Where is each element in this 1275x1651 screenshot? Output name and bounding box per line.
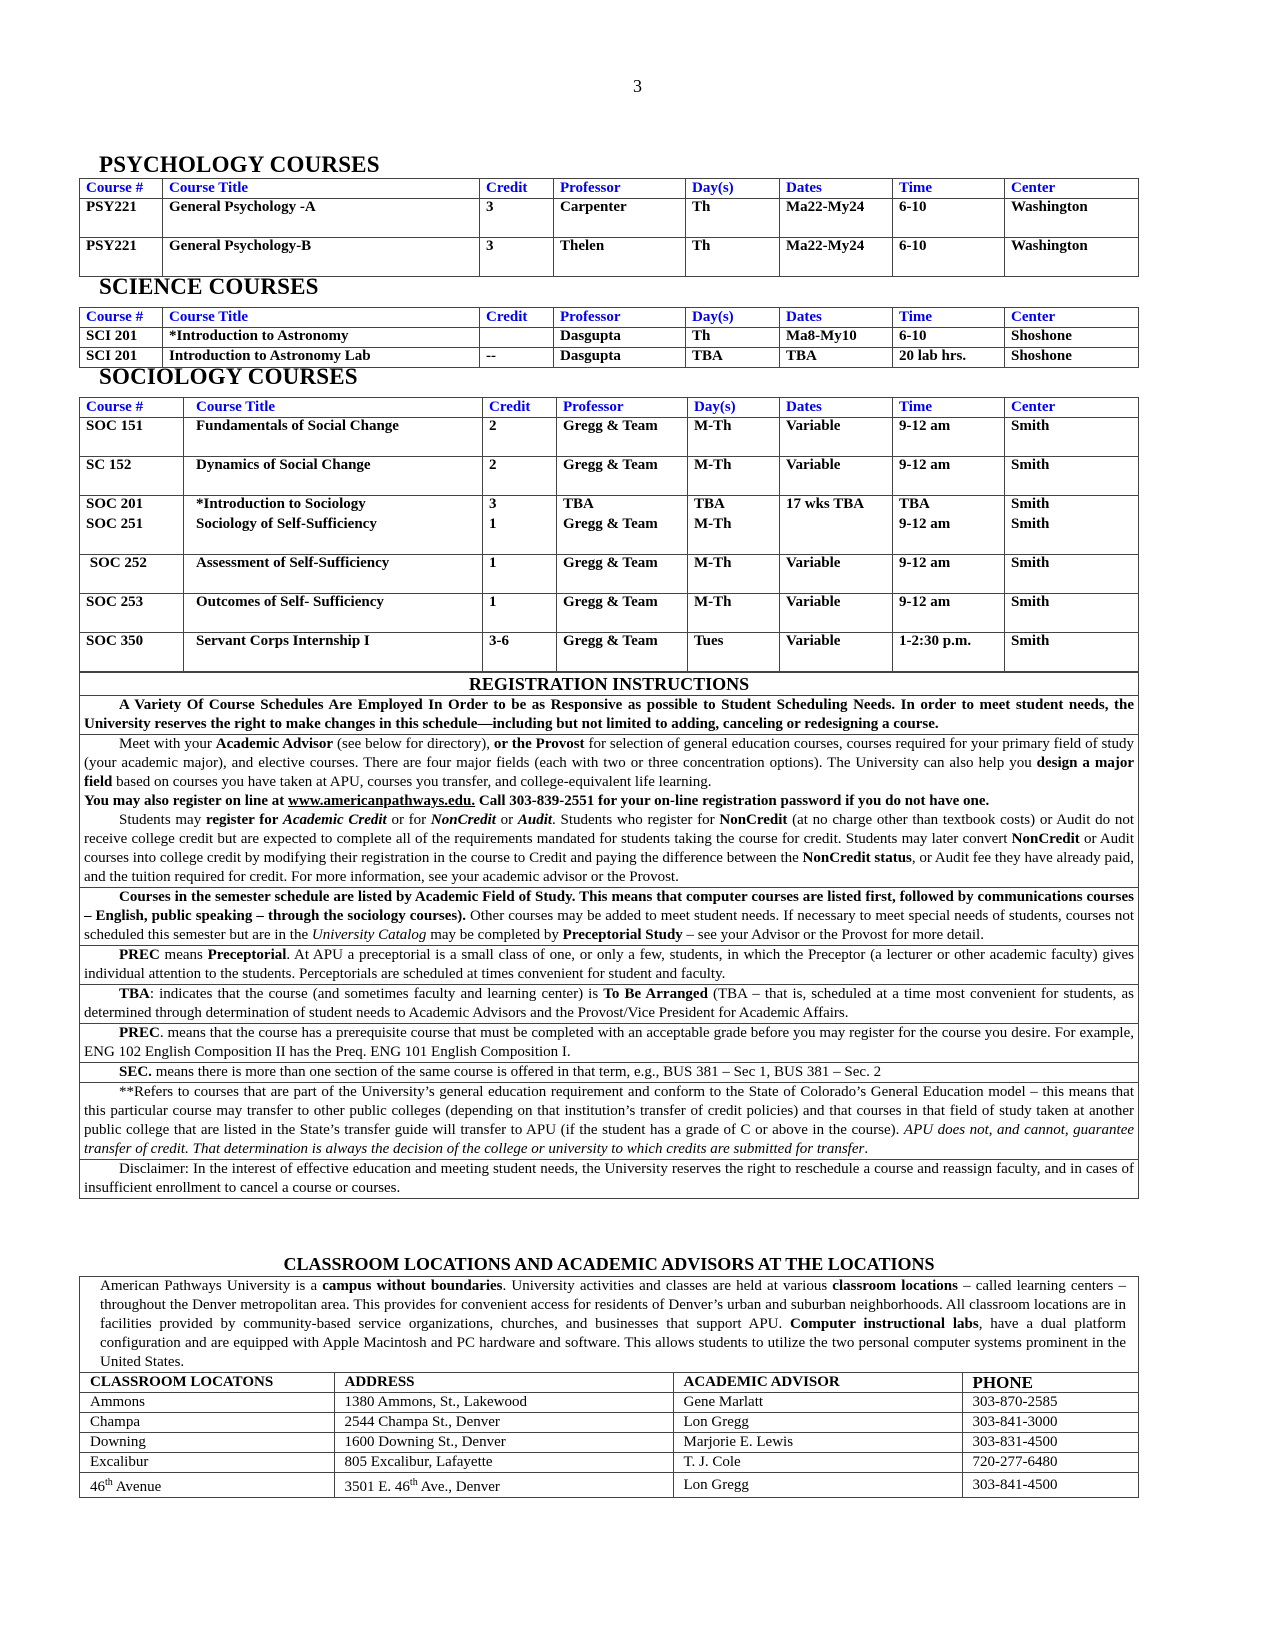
cell-course-title: *Introduction to Sociology — [184, 496, 483, 516]
cell-time: 9-12 am — [893, 418, 1005, 457]
cell-center: Smith — [1005, 516, 1139, 555]
col-header: Dates — [780, 179, 893, 199]
cell-location: Downing — [80, 1433, 334, 1453]
cell-phone: 303-841-4500 — [962, 1473, 1138, 1498]
table-row — [80, 516, 1139, 555]
cell-course-title: Outcomes of Self- Sufficiency — [184, 594, 483, 633]
paragraph-sec — [80, 1063, 1138, 1083]
col-header: Center — [1005, 308, 1139, 328]
cell-time: 9-12 am — [893, 516, 1005, 555]
col-header: Professor — [554, 179, 686, 199]
cell-course-number: PSY221 — [80, 199, 163, 238]
cell-center: Shoshone — [1005, 328, 1139, 348]
cell-address: 1380 Ammons, St., Lakewood — [334, 1393, 673, 1413]
cell-location: Champa — [80, 1413, 334, 1433]
col-header: Professor — [554, 308, 686, 328]
cell-professor: Gregg & Team — [557, 555, 688, 594]
cell-course-title: Sociology of Self-Sufficiency — [184, 516, 483, 555]
table-row — [80, 1433, 1138, 1453]
cell-dates: TBA — [780, 348, 893, 368]
table-header-row — [80, 1373, 1138, 1393]
cell-course-number: SOC 251 — [80, 516, 184, 555]
cell-credit: -- — [480, 348, 554, 368]
cell-days: Th — [686, 199, 780, 238]
cell-days: M-Th — [688, 516, 780, 555]
psychology-course-table — [79, 178, 1139, 277]
col-header: Course # — [80, 398, 184, 418]
cell-center: Smith — [1005, 555, 1139, 594]
cell-center: Washington — [1005, 199, 1139, 238]
cell-days: M-Th — [688, 555, 780, 594]
cell-days: TBA — [686, 348, 780, 368]
col-header: Dates — [780, 308, 893, 328]
cell-course-number: PSY221 — [80, 238, 163, 277]
col-header: Day(s) — [686, 308, 780, 328]
cell-credit: 2 — [483, 457, 557, 496]
cell-time: 20 lab hrs. — [893, 348, 1005, 368]
cell-advisor: Lon Gregg — [673, 1413, 962, 1433]
refers-text: **Refers to courses that are part of the University’s general education requirement and conform to the State of Colorado’s General Education model – this means that this particular course may transfer to other public colleges (depending on that institution’s transfer of credit policies) and that courses in that field of study taken at another public college that are listed in the State’s transfer guide will transfer to APU (if the student has a grade of C or above in the course). APU does not, and cannot, guarantee transfer of credit. That determination is always the decision of the college or university to which credits are submitted for transfer. — [84, 1084, 1135, 1157]
col-header: PHONE — [962, 1373, 1138, 1393]
paragraph-refers — [80, 1083, 1138, 1160]
tba-text: TBA: indicates that the course (and sometimes faculty and learning center) is To Be Arranged (TBA – that is, scheduled at a time most convenient for students, as determined through determination of student needs to Academic Advisors and the Provost/Vice President for Academic Affairs. — [84, 986, 1135, 1021]
cell-credit: 2 — [483, 418, 557, 457]
registration-title: REGISTRATION INSTRUCTIONS — [80, 673, 1138, 696]
cell-time: TBA — [893, 496, 1005, 516]
col-header: Center — [1005, 179, 1139, 199]
cell-time: 6-10 — [893, 199, 1005, 238]
cell-time: 9-12 am — [893, 457, 1005, 496]
cell-address: 1600 Downing St., Denver — [334, 1433, 673, 1453]
website-link[interactable]: www.americanpathways.edu. — [288, 793, 476, 809]
cell-dates — [780, 516, 893, 555]
sec-text: SEC. means there is more than one section of the same course is offered in that term, e.g., BUS 381 – Sec 1, BUS 381 – Sec. 2 — [119, 1064, 882, 1080]
col-header: Time — [893, 398, 1005, 418]
col-header: Time — [893, 179, 1005, 199]
col-header: Course Title — [163, 308, 480, 328]
cell-center: Smith — [1005, 633, 1139, 672]
paragraph-prec-definition — [80, 946, 1138, 985]
cell-center: Smith — [1005, 496, 1139, 516]
cell-professor: Gregg & Team — [557, 633, 688, 672]
cell-course-title: Dynamics of Social Change — [184, 457, 483, 496]
col-header: Course # — [80, 308, 163, 328]
cell-address: 3501 E. 46th Ave., Denver — [334, 1473, 673, 1498]
cell-professor: Gregg & Team — [557, 418, 688, 457]
table-row — [80, 1393, 1138, 1413]
cell-time: 6-10 — [893, 328, 1005, 348]
cell-course-number: SOC 151 — [80, 418, 184, 457]
cell-course-title: General Psychology-B — [163, 238, 480, 277]
cell-dates: Ma22-My24 — [780, 238, 893, 277]
table-row — [80, 594, 1139, 633]
cell-phone: 303-831-4500 — [962, 1433, 1138, 1453]
table-header-row — [80, 398, 1139, 418]
cell-professor: Gregg & Team — [557, 457, 688, 496]
locations-table — [80, 1372, 1138, 1497]
cell-time: 1-2:30 p.m. — [893, 633, 1005, 672]
paragraph-prerequisite — [80, 1024, 1138, 1063]
cell-course-title: Assessment of Self-Sufficiency — [184, 555, 483, 594]
table-row — [80, 457, 1139, 496]
col-header: Day(s) — [686, 179, 780, 199]
cell-dates: Variable — [780, 594, 893, 633]
cell-course-number: SOC 253 — [80, 594, 184, 633]
table-row — [80, 1453, 1138, 1473]
cell-advisor: Gene Marlatt — [673, 1393, 962, 1413]
cell-course-number: SOC 252 — [80, 555, 184, 594]
cell-days: Tues — [688, 633, 780, 672]
section-title-sociology: SOCIOLOGY COURSES — [99, 364, 358, 389]
section-title-psychology: PSYCHOLOGY COURSES — [99, 152, 380, 177]
cell-days: M-Th — [688, 594, 780, 633]
cell-time: 9-12 am — [893, 555, 1005, 594]
cell-dates: Variable — [780, 633, 893, 672]
cell-credit — [480, 328, 554, 348]
cell-phone: 720-277-6480 — [962, 1453, 1138, 1473]
cell-credit: 3-6 — [483, 633, 557, 672]
cell-days: TBA — [688, 496, 780, 516]
col-header: Course Title — [163, 179, 480, 199]
page-number: 3 — [633, 76, 642, 96]
col-header: CLASSROOM LOCATONS — [80, 1373, 334, 1393]
cell-dates: Variable — [780, 555, 893, 594]
cell-days: Th — [686, 238, 780, 277]
cell-course-title: Servant Corps Internship I — [184, 633, 483, 672]
table-row — [80, 496, 1139, 516]
cell-address: 805 Excalibur, Lafayette — [334, 1453, 673, 1473]
cell-course-title: *Introduction to Astronomy — [163, 328, 480, 348]
cell-course-number: SC 152 — [80, 457, 184, 496]
cell-center: Smith — [1005, 594, 1139, 633]
cell-course-number: SOC 350 — [80, 633, 184, 672]
cell-location: Excalibur — [80, 1453, 334, 1473]
table-header-row — [80, 179, 1139, 199]
classroom-title: CLASSROOM LOCATIONS AND ACADEMIC ADVISORS AT THE LOCATIONS — [283, 1254, 935, 1274]
paragraph-registration — [80, 735, 1138, 888]
table-row — [80, 555, 1139, 594]
cell-professor: Thelen — [554, 238, 686, 277]
cell-advisor: Marjorie E. Lewis — [673, 1433, 962, 1453]
col-header: Professor — [557, 398, 688, 418]
paragraph-tba — [80, 985, 1138, 1024]
table-row — [80, 199, 1139, 238]
col-header: Day(s) — [688, 398, 780, 418]
classroom-locations-box — [79, 1276, 1139, 1498]
table-row — [80, 633, 1139, 672]
col-header: Credit — [480, 179, 554, 199]
col-header: Course Title — [184, 398, 483, 418]
cell-location: 46th Avenue — [80, 1473, 334, 1498]
col-header: ADDRESS — [334, 1373, 673, 1393]
cell-professor: Dasgupta — [554, 328, 686, 348]
col-header: Credit — [480, 308, 554, 328]
cell-course-title: General Psychology -A — [163, 199, 480, 238]
col-header: Dates — [780, 398, 893, 418]
section-title-science: SCIENCE COURSES — [99, 274, 319, 299]
table-row — [80, 1473, 1138, 1498]
table-row — [80, 238, 1139, 277]
col-header: ACADEMIC ADVISOR — [673, 1373, 962, 1393]
cell-time: 9-12 am — [893, 594, 1005, 633]
science-course-table — [79, 307, 1139, 368]
cell-days: M-Th — [688, 418, 780, 457]
cell-time: 6-10 — [893, 238, 1005, 277]
online-registration-text: You may also register on line at www.americanpathways.edu. Call 303-839-2551 for your on-line registration password if you do not have one. — [84, 793, 990, 809]
cell-dates: Ma22-My24 — [780, 199, 893, 238]
classroom-intro: American Pathways University is a campus without boundaries. University activities and classes are held at various classroom locations – called learning centers – throughout the Denver metropolitan area. This provides for convenient access for residents of Denver’s urban and suburban neighborhoods. All classroom locations are in facilities provided by community-based service organizations, churches, and businesses that support APU. Computer instructional labs, have a dual platform configuration and are equipped with Apple Macintosh and PC hardware and software. This allows students to utilize the two personal computer systems prominent in the United States. — [100, 1278, 1127, 1370]
cell-address: 2544 Champa St., Denver — [334, 1413, 673, 1433]
cell-location: Ammons — [80, 1393, 334, 1413]
paragraph-listed — [80, 888, 1138, 946]
listed-text: Courses in the semester schedule are listed by Academic Field of Study. This means that computer courses are listed first, followed by communications courses – English, public speaking – through the sociology courses). Other courses may be added to meet student needs. If necessary to meet special needs of students, courses not scheduled this semester but are in the University Catalog may be completed by Preceptorial Study – see your Advisor or the Provost for more detail. — [84, 889, 1134, 943]
cell-course-number: SCI 201 — [80, 348, 163, 368]
cell-credit: 1 — [483, 594, 557, 633]
cell-dates: Variable — [780, 457, 893, 496]
cell-professor: Dasgupta — [554, 348, 686, 368]
table-header-row — [80, 308, 1139, 328]
cell-dates: Ma8-My10 — [780, 328, 893, 348]
cell-days: M-Th — [688, 457, 780, 496]
cell-dates: 17 wks TBA — [780, 496, 893, 516]
cell-professor: TBA — [557, 496, 688, 516]
col-header: Credit — [483, 398, 557, 418]
cell-phone: 303-841-3000 — [962, 1413, 1138, 1433]
cell-center: Washington — [1005, 238, 1139, 277]
credit-options-text: Students may register for Academic Credit or for NonCredit or Audit. Students who register for NonCredit (at no charge other than textbook costs) or Audit do not receive college credit but are expected to complete all of the requirements mandated for students taking the course for credit. Students may later convert NonCredit or Audit courses into college credit by modifying their registration in the course to Credit and paying the difference between the NonCredit status, or Audit fee they have already paid, and the tuition required for credit. For more information, see your academic advisor or the Provost. — [84, 812, 1134, 885]
paragraph-disclaimer — [80, 1160, 1138, 1198]
paragraph-variety — [80, 696, 1138, 735]
cell-center: Smith — [1005, 457, 1139, 496]
cell-credit: 1 — [483, 555, 557, 594]
prerequisite-text: PREC. means that the course has a prerequisite course that must be completed with an acceptable grade before you may register for the course you desire. For example, ENG 102 English Composition II has the Preq. ENG 101 English Composition I. — [84, 1025, 1134, 1060]
cell-days: Th — [686, 328, 780, 348]
disclaimer-text: Disclaimer: In the interest of effective education and meeting student needs, the University reserves the right to reschedule a course and reassign faculty, and in cases of insufficient enrollment to cancel a course or courses. — [84, 1161, 1134, 1196]
cell-credit: 1 — [483, 516, 557, 555]
sociology-course-table — [79, 397, 1139, 672]
cell-center: Smith — [1005, 418, 1139, 457]
table-row — [80, 1413, 1138, 1433]
table-row — [80, 418, 1139, 457]
cell-professor: Carpenter — [554, 199, 686, 238]
cell-credit: 3 — [483, 496, 557, 516]
cell-course-number: SCI 201 — [80, 328, 163, 348]
cell-professor: Gregg & Team — [557, 594, 688, 633]
cell-course-title: Fundamentals of Social Change — [184, 418, 483, 457]
cell-advisor: Lon Gregg — [673, 1473, 962, 1498]
cell-credit: 3 — [480, 199, 554, 238]
cell-course-number: SOC 201 — [80, 496, 184, 516]
cell-credit: 3 — [480, 238, 554, 277]
cell-center: Shoshone — [1005, 348, 1139, 368]
meet-advisor-text: Meet with your Academic Advisor (see below for directory), or the Provost for selection of general education courses, courses required for your primary field of study (your academic major), and elective courses. There are four major fields (each with two or three concentration options). The University can also help you design a major field based on courses you have taken at APU, courses you transfer, and college-equivalent life learning. — [84, 736, 1135, 790]
prec-text: PREC means Preceptorial. At APU a preceptorial is a small class of one, or only a few, students, in which the Preceptor (a lecturer or other academic faculty) gives individual attention to the students. Perceptorials are scheduled at times convenient for student and faculty. — [84, 947, 1134, 982]
registration-instructions — [79, 672, 1139, 1199]
cell-phone: 303-870-2585 — [962, 1393, 1138, 1413]
cell-professor: Gregg & Team — [557, 516, 688, 555]
cell-course-title: Introduction to Astronomy Lab — [163, 348, 480, 368]
variety-text: A Variety Of Course Schedules Are Employed In Order to be as Responsive as possible to Student Scheduling Needs. In order to meet student needs, the University reserves the right to make changes in this schedule—including but not limited to adding, canceling or redesigning a course. — [84, 697, 1134, 732]
table-row — [80, 328, 1139, 348]
cell-advisor: T. J. Cole — [673, 1453, 962, 1473]
cell-dates: Variable — [780, 418, 893, 457]
col-header: Time — [893, 308, 1005, 328]
col-header: Course # — [80, 179, 163, 199]
col-header: Center — [1005, 398, 1139, 418]
